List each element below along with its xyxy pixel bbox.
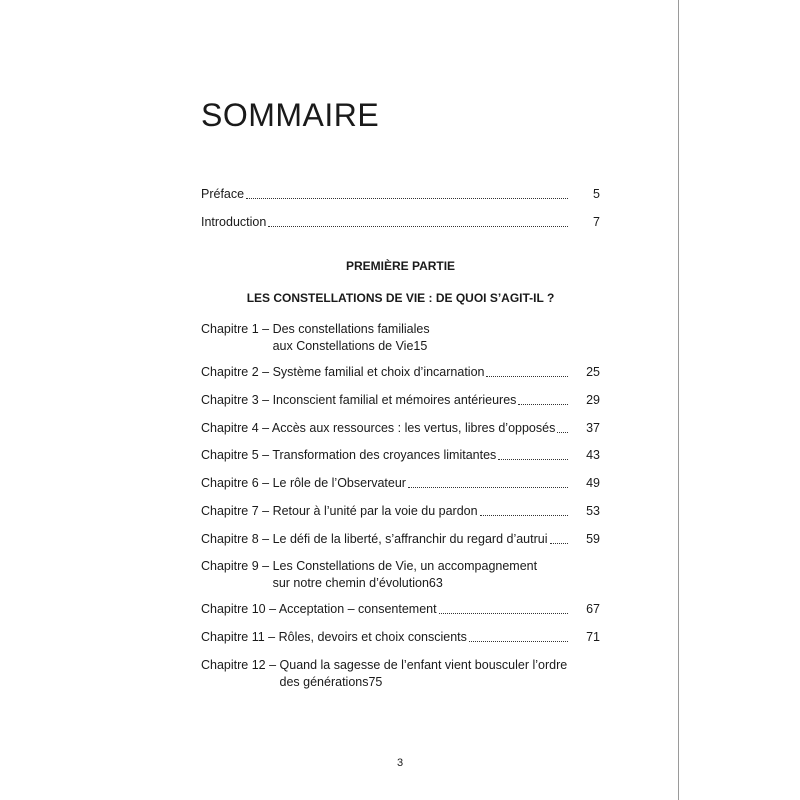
page-number: 3 bbox=[396, 757, 404, 769]
toc-entry-page: 67 bbox=[586, 602, 600, 616]
leader-dots bbox=[498, 459, 568, 460]
toc-entry-label-line2: sur notre chemin d’évolution bbox=[272, 576, 429, 590]
toc-entry-chapter-1[interactable] bbox=[201, 321, 600, 355]
toc-entry-label: Chapitre 3 – Inconscient familial et mémoires antérieures bbox=[201, 393, 517, 407]
toc-entry-label: Chapitre 10 – Acceptation – consentement bbox=[201, 602, 437, 616]
leader-dots bbox=[557, 432, 568, 433]
toc-entry-page: 5 bbox=[593, 187, 600, 201]
leader-dots bbox=[486, 376, 568, 377]
toc-entry-label: Chapitre 7 – Retour à l’unité par la voie du pardon bbox=[201, 504, 478, 518]
toc-entry-chapter-11[interactable] bbox=[201, 629, 600, 646]
toc-entry-label: Préface bbox=[201, 187, 245, 201]
toc-entry-page: 15 bbox=[413, 339, 428, 353]
toc-entry-label-line1: Chapitre 1 – Des constellations familiales bbox=[201, 322, 430, 336]
leader-dots bbox=[550, 543, 568, 544]
toc-entry-page: 75 bbox=[368, 675, 383, 689]
leader-dots bbox=[469, 641, 568, 642]
toc-entry-label: Chapitre 8 – Le défi de la liberté, s’affranchir du regard d’autrui bbox=[201, 532, 548, 546]
toc-entry-preface[interactable] bbox=[201, 186, 600, 203]
leader-dots bbox=[246, 198, 568, 199]
toc-entry-chapter-9[interactable] bbox=[201, 558, 600, 592]
toc-entry-page: 63 bbox=[428, 576, 443, 590]
toc-entry-chapter-2[interactable] bbox=[201, 364, 600, 381]
toc-entry-page: 37 bbox=[586, 421, 600, 435]
toc-entry-chapter-6[interactable] bbox=[201, 475, 600, 492]
toc-entry-chapter-12[interactable] bbox=[201, 657, 600, 691]
toc-entry-page: 7 bbox=[593, 215, 600, 229]
toc-entry-label-line1: Chapitre 9 – Les Constellations de Vie, un accompagnement bbox=[201, 559, 538, 573]
leader-dots bbox=[439, 613, 568, 614]
toc-entry-label: Chapitre 5 – Transformation des croyances limitantes bbox=[201, 448, 497, 462]
toc-entry-chapter-5[interactable] bbox=[201, 447, 600, 464]
page-title: SOMMAIRE bbox=[201, 97, 380, 133]
page-edge-divider bbox=[678, 0, 679, 800]
toc-entry-label: Chapitre 2 – Système familial et choix d’incarnation bbox=[201, 365, 485, 379]
toc-entry-label: Chapitre 11 – Rôles, devoirs et choix conscients bbox=[201, 630, 467, 644]
leader-dots bbox=[480, 515, 568, 516]
toc-entry-page: 43 bbox=[586, 448, 600, 462]
toc-entry-label-line1: Chapitre 12 – Quand la sagesse de l’enfant vient bousculer l’ordre bbox=[201, 658, 568, 672]
toc-entry-introduction[interactable] bbox=[201, 214, 600, 231]
toc-entry-label: Introduction bbox=[201, 215, 267, 229]
toc-entry-page: 49 bbox=[586, 476, 600, 490]
leader-dots bbox=[268, 226, 568, 227]
toc-entry-label-line2: des générations bbox=[279, 675, 369, 689]
toc-entry-label: Chapitre 6 – Le rôle de l’Observateur bbox=[201, 476, 406, 490]
toc-entry-label-line2: aux Constellations de Vie bbox=[272, 339, 414, 353]
toc-entry-chapter-4[interactable] bbox=[201, 420, 600, 437]
toc-entry-label: Chapitre 4 – Accès aux ressources : les vertus, libres d’opposés bbox=[201, 421, 556, 435]
toc-entry-page: 53 bbox=[586, 504, 600, 518]
part-heading: PREMIÈRE PARTIE bbox=[345, 259, 456, 273]
toc-entry-chapter-8[interactable] bbox=[201, 531, 600, 548]
leader-dots bbox=[518, 404, 568, 405]
toc-entry-page: 29 bbox=[586, 393, 600, 407]
leader-dots bbox=[408, 487, 568, 488]
toc-entry-page: 59 bbox=[586, 532, 600, 546]
toc-entry-chapter-10[interactable] bbox=[201, 601, 600, 618]
part-subtitle: LES CONSTELLATIONS DE VIE : DE QUOI S’AGIT-IL ? bbox=[246, 291, 555, 305]
toc-entry-chapter-3[interactable] bbox=[201, 392, 600, 409]
toc-entry-page: 25 bbox=[586, 365, 600, 379]
toc-entry-chapter-7[interactable] bbox=[201, 503, 600, 520]
toc-entry-page: 71 bbox=[586, 630, 600, 644]
